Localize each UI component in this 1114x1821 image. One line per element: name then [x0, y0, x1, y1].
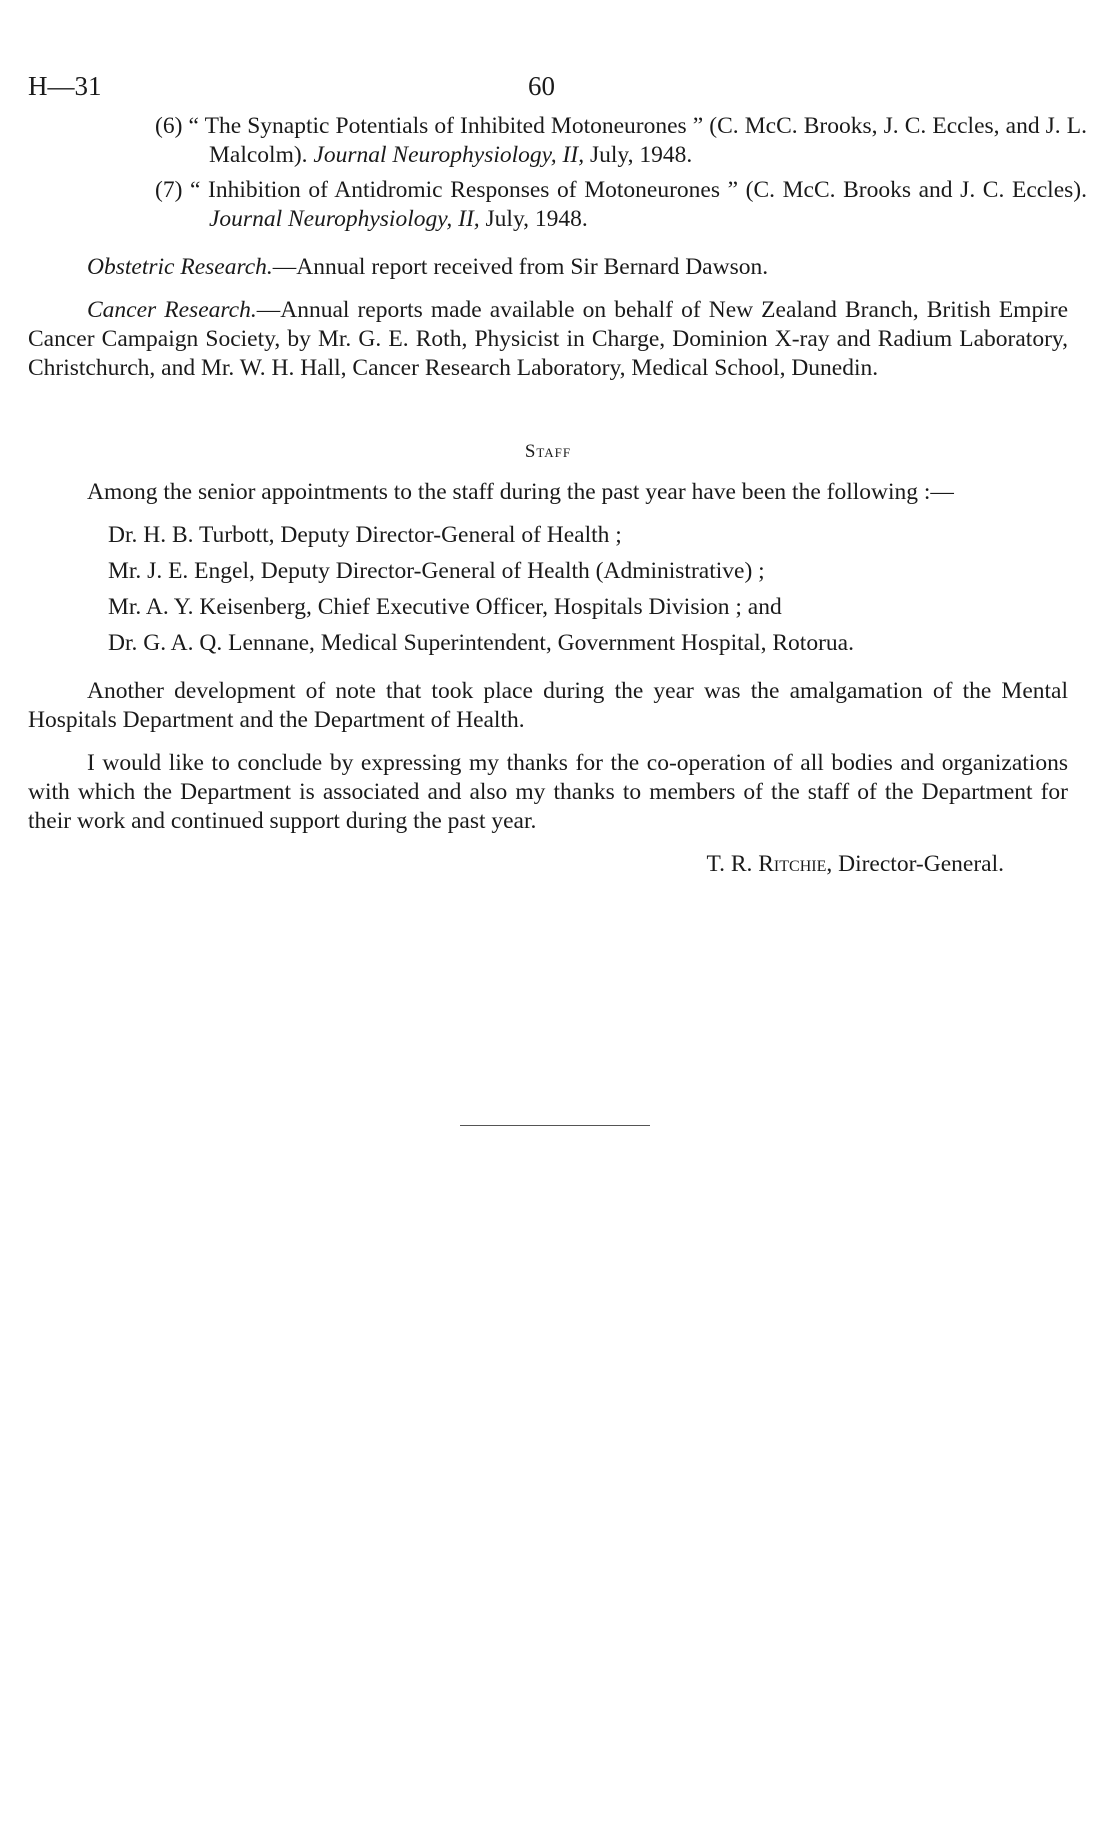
cancer-research-text: —Annual reports made available on behalf of New Zealand Branch, British Empire Cancer Campaign Society, by Mr. G. E. Roth, Physicist in Charge, Dominion X-ray and Radium Laboratory, Christchurch, and Mr. W. H. Hall, Cancer Research Laboratory, Medical School, Dunedin.: [28, 297, 1068, 381]
reference-number: (6): [155, 113, 183, 139]
obstetric-research-label: Obstetric Research.: [87, 254, 273, 280]
closing-rule: [460, 1125, 650, 1126]
reference-text: “ The Synaptic Potentials of Inhibited Motoneurones ” (C. McC. Brooks, J. C. Eccles, and J. L. Malcolm).: [182, 113, 1087, 168]
cancer-research-paragraph: [28, 296, 1068, 383]
reference-journal: Journal Neurophysiology, II,: [313, 142, 585, 168]
page-number: 60: [528, 71, 555, 101]
reference-7: [28, 176, 1087, 234]
thanks-paragraph: I would like to conclude by expressing my thanks for the co-operation of all bodies and organizations with which the Department is associated and also my thanks to members of the staff of the Department for their work and continued support during the past year.: [28, 750, 1068, 834]
page-header: [28, 72, 1068, 112]
staff-heading: Staff: [524, 441, 572, 462]
amalgamation-paragraph: Another development of note that took place during the year was the amalgamation of the Mental Hospitals Department and the Department of Health.: [28, 678, 1068, 733]
staff-intro: Among the senior appointments to the staff during the past year have been the following :—: [87, 479, 954, 505]
signatory-name: T. R. Ritchie,: [706, 851, 833, 877]
signature-block: [28, 850, 1068, 879]
document-code: H—31: [28, 71, 102, 101]
appointment-item: Mr. A. Y. Keisenberg, Chief Executive Officer, Hospitals Division ; and: [108, 594, 782, 620]
obstetric-research-text: —Annual report received from Sir Bernard Dawson.: [272, 254, 769, 280]
reference-date: July, 1948.: [479, 206, 588, 232]
reference-date: July, 1948.: [584, 142, 693, 168]
reference-6: [28, 112, 1087, 170]
reference-text: “ Inhibition of Antidromic Responses of Motoneurones ” (C. McC. Brooks and J. C. Eccles).: [182, 177, 1087, 203]
document-page: [28, 71, 1087, 879]
appointment-item: Dr. G. A. Q. Lennane, Medical Superintendent, Government Hospital, Rotorua.: [108, 630, 854, 656]
reference-journal: Journal Neurophysiology, II,: [209, 206, 480, 232]
appointment-item: Mr. J. E. Engel, Deputy Director-General of Health (Administrative) ;: [108, 558, 765, 584]
obstetric-research-paragraph: [28, 253, 1068, 282]
signatory-title: Director-General.: [832, 851, 1004, 877]
reference-number: (7): [155, 177, 183, 203]
cancer-research-label: Cancer Research.: [87, 297, 257, 323]
appointment-item: Dr. H. B. Turbott, Deputy Director-General of Health ;: [108, 522, 622, 548]
